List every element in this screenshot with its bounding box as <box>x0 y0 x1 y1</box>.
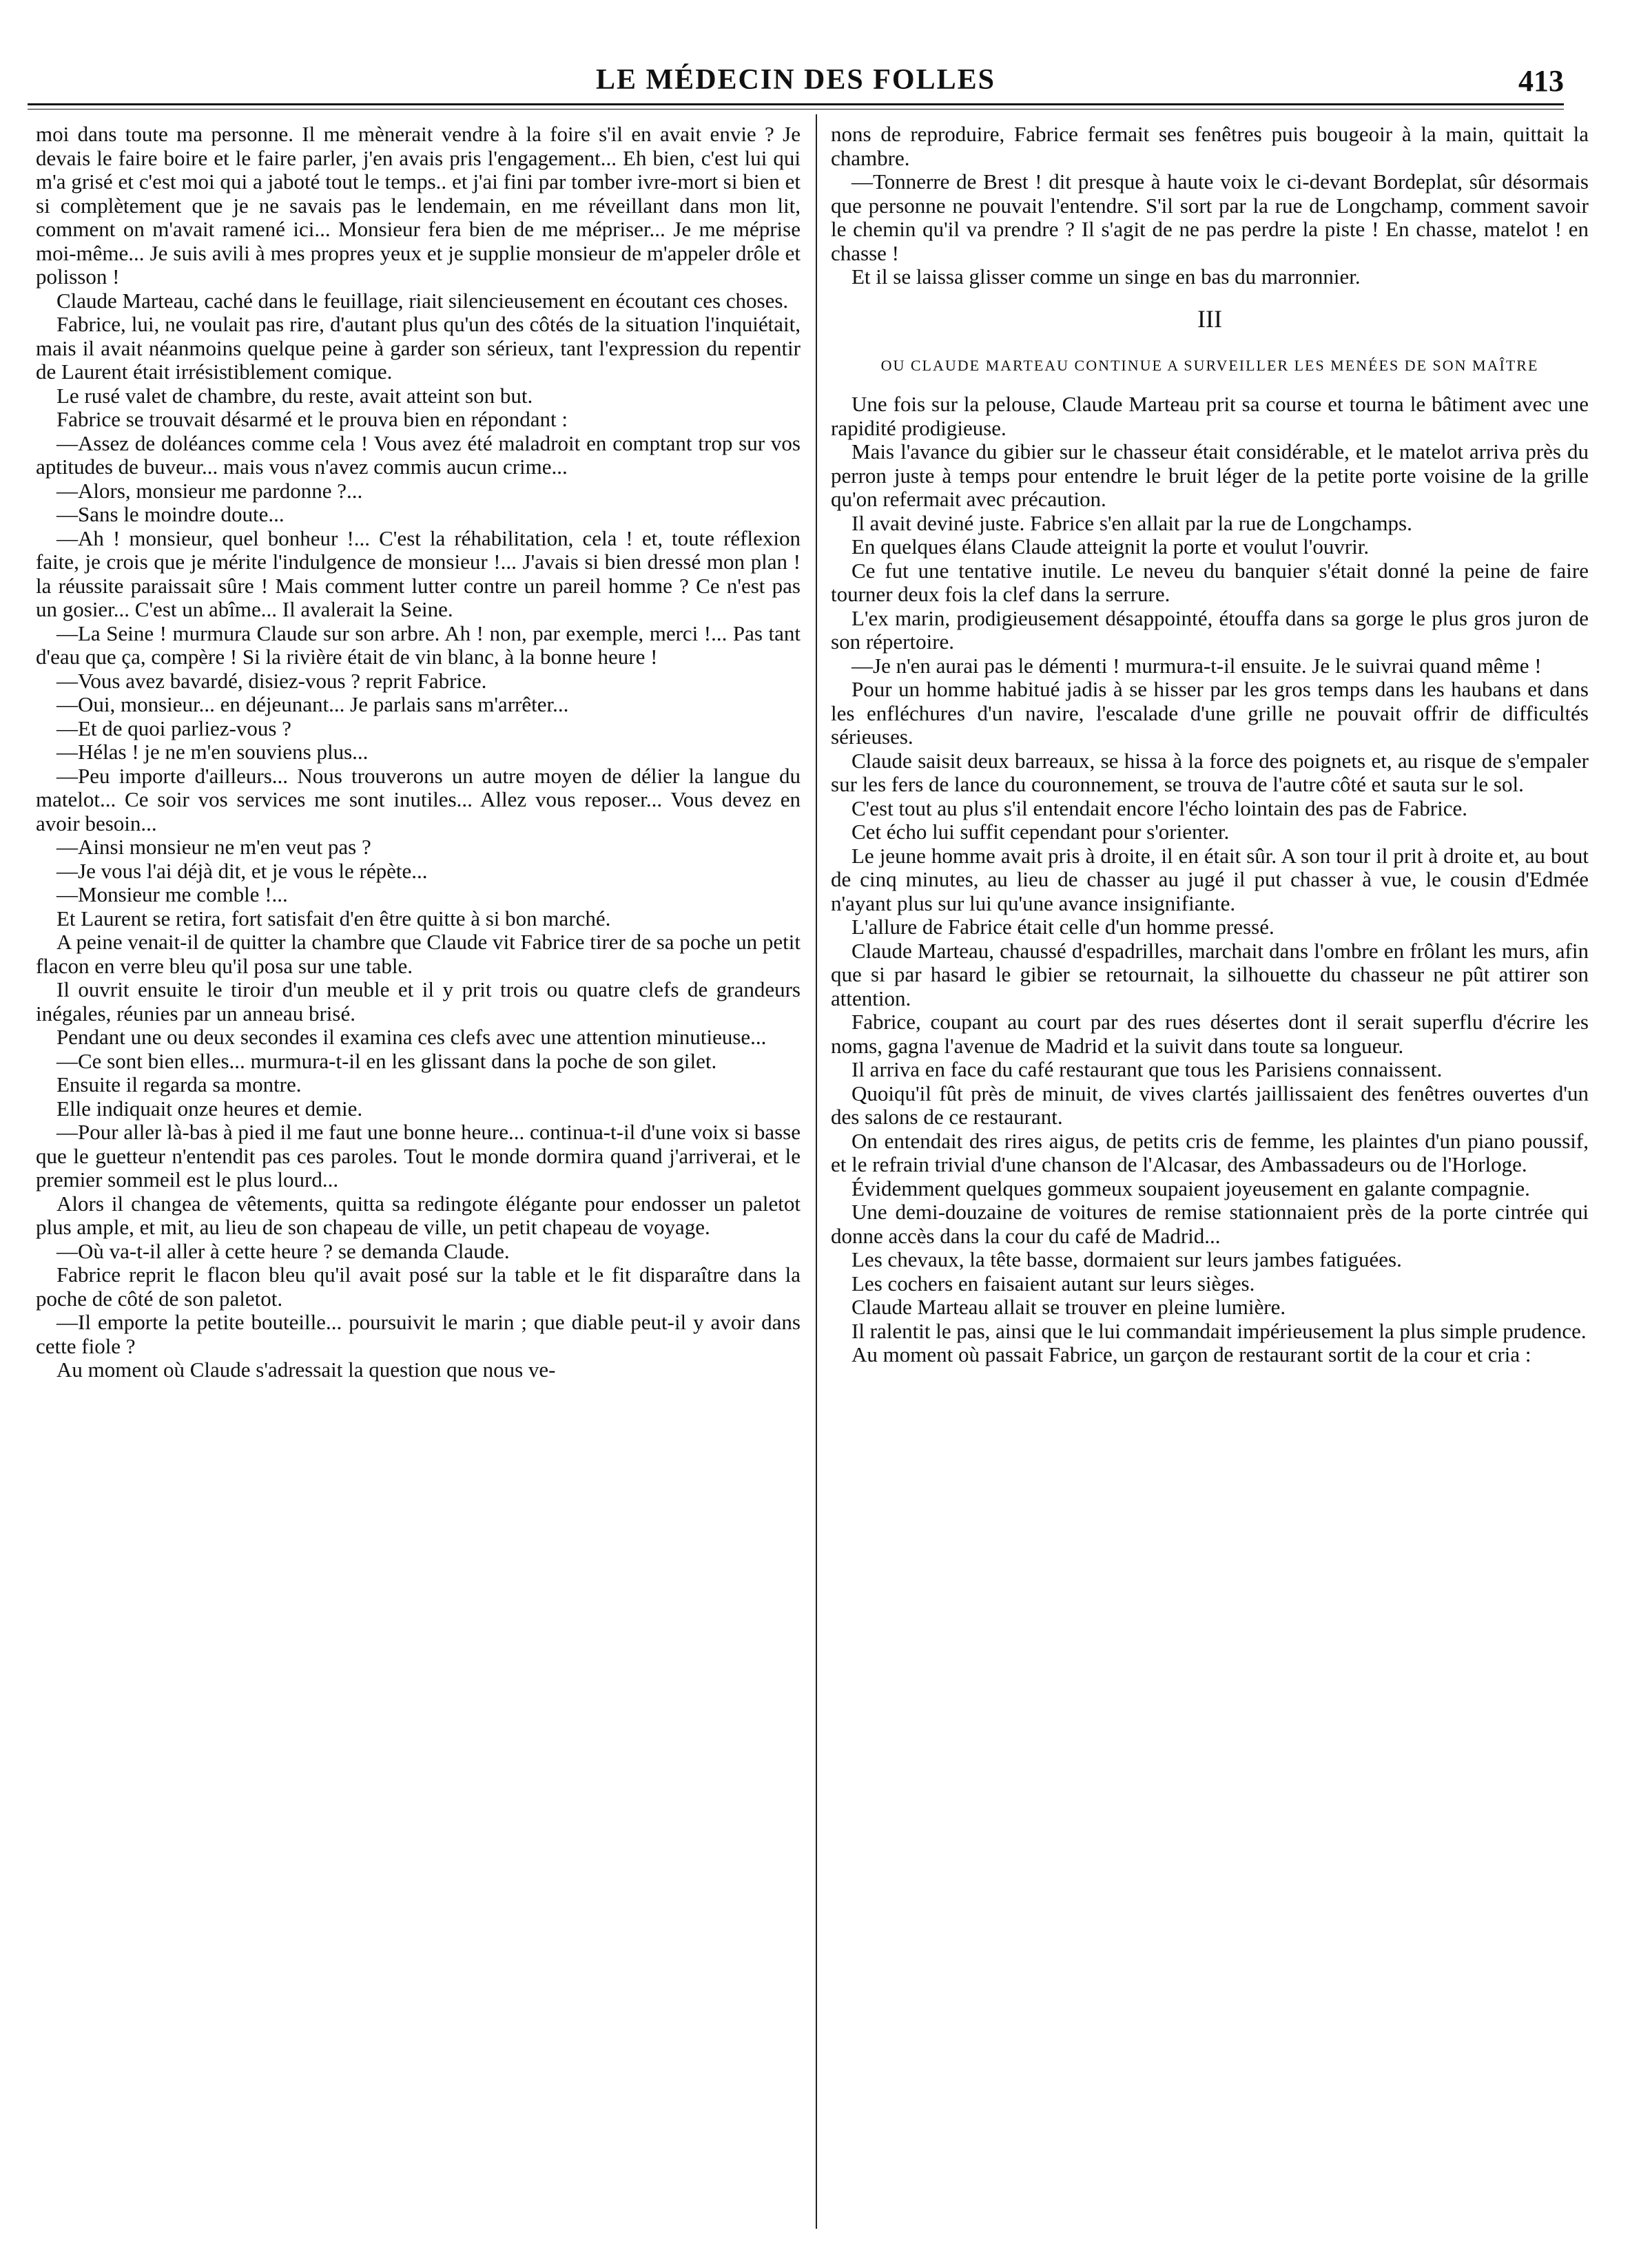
paragraph: —Je n'en aurai pas le démenti ! murmura-t-il ensuite. Je le suivrai quand même ! <box>852 653 1542 678</box>
paragraph: Alors il changea de vêtements, quitta sa redingote élégante pour endosser un paletot plus ample, et mit, au lieu de son chapeau de ville, un petit chapeau de voyage. <box>36 1191 801 1239</box>
paragraph: Et Laurent se retira, fort satisfait d'en être quitte à si bon marché. <box>56 906 611 930</box>
paragraph: Claude Marteau, caché dans le feuillage, riait silencieusement en écoutant ces choses. <box>56 288 789 313</box>
paragraph: —Où va-t-il aller à cette heure ? se demanda Claude. <box>56 1238 510 1263</box>
chapter-title: OU CLAUDE MARTEAU CONTINUE A SURVEILLER LES MENÉES DE SON MAÎTRE <box>880 357 1539 374</box>
paragraph: —Assez de doléances comme cela ! Vous avez été maladroit en comptant trop sur vos aptitudes de buveur... mais vous n'avez commis aucun crime... <box>36 430 801 479</box>
paragraph: A peine venait-il de quitter la chambre que Claude vit Fabrice tirer de sa poche un petit flacon en verre bleu qu'il posa sur une table. <box>36 930 801 978</box>
paragraph: Les chevaux, la tête basse, dormaient sur leurs jambes fatiguées. <box>852 1247 1402 1271</box>
paragraph: Les cochers en faisaient autant sur leurs sièges. <box>852 1271 1255 1296</box>
paragraph: —Pour aller là-bas à pied il me faut une bonne heure... continua-t-il d'une voix si basse que le guetteur n'entendit pas ces paroles. Tout le monde dormira quand j'arriverai, et le premier sommeil est le plus lourd... <box>36 1120 801 1192</box>
paragraph: Il ouvrit ensuite le tiroir d'un meuble et il y prit trois ou quatre clefs de grandeurs inégales, réunies par un anneau brisé. <box>36 977 801 1026</box>
right-column-after-chapter <box>831 393 1589 1367</box>
paragraph: —Tonnerre de Brest ! dit presque à haute voix le ci-devant Bordeplat, sûr désormais que personne ne pouvait l'entendre. S'il sort par la rue de Longchamp, comment savoir le chemin qu'il va prendre ? Il s'agit de ne pas perdre la piste ! En chasse, matelot ! en chasse ! <box>831 169 1589 265</box>
paragraph: Ce fut une tentative inutile. Le neveu du banquier s'était donné la peine de faire tourner deux fois la clef dans la serrure. <box>831 558 1589 606</box>
header-rule-thin <box>28 109 1564 110</box>
paragraph: —Ah ! monsieur, quel bonheur !... C'est la réhabilitation, cela ! et, toute réflexion faite, je crois que je mérite l'indulgence de monsieur !... J'avais si bien dressé mon plan ! la réussite paraissait sûre ! Mais comment lutter contre un pareil homme ? Ce n'est pas un gosier... C'est un abîme... Il avalerait la Seine. <box>36 526 801 621</box>
paragraph: Fabrice, coupant au court par des rues désertes dont il serait superflu d'écrire les noms, gagna l'avenue de Madrid et la suivit dans toute sa longueur. <box>831 1010 1589 1058</box>
paragraph: —Et de quoi parliez-vous ? <box>56 716 291 740</box>
paragraph: Le jeune homme avait pris à droite, il en était sûr. A son tour il prit à droite et, au bout de cinq minutes, au lieu de chasser au jugé il put chasser à vue, le cousin d'Edmée n'ayant plus sur lui qu'une avance insignifiante. <box>831 843 1589 915</box>
page-header <box>28 63 1564 105</box>
paragraph: C'est tout au plus s'il entendait encore l'écho lointain des pas de Fabrice. <box>852 795 1467 820</box>
paragraph: Pour un homme habitué jadis à se hisser par les gros temps dans les haubans et dans les enfléchures d'un navire, l'escalade d'une grille ne pouvait offrir de difficultés sérieuses. <box>831 677 1589 749</box>
paragraph: nons de reproduire, Fabrice fermait ses fenêtres puis bougeoir à la main, quittait la chambre. <box>831 122 1589 170</box>
paragraph: Quoiqu'il fût près de minuit, de vives clartés jaillissaient des fenêtres ouvertes d'un des salons de ce restaurant. <box>831 1081 1589 1129</box>
paragraph: —Hélas ! je ne m'en souviens plus... <box>56 740 369 764</box>
page-number: 413 <box>1518 64 1564 98</box>
right-column-before-chapter <box>831 123 1589 289</box>
paragraph: Le rusé valet de chambre, du reste, avait atteint son but. <box>56 383 533 408</box>
right-column <box>831 123 1589 1367</box>
paragraph: —Vous avez bavardé, disiez-vous ? reprit Fabrice. <box>56 668 487 693</box>
paragraph: Cet écho lui suffit cependant pour s'orienter. <box>852 820 1230 844</box>
paragraph: Il avait deviné juste. Fabrice s'en allait par la rue de Longchamps. <box>852 510 1412 535</box>
paragraph: Au moment où passait Fabrice, un garçon de restaurant sortit de la cour et cria : <box>852 1342 1531 1366</box>
paragraph: Il arriva en face du café restaurant que tous les Parisiens connaissent. <box>852 1057 1443 1081</box>
paragraph: Elle indiquait onze heures et demie. <box>56 1096 363 1121</box>
paragraph: Fabrice reprit le flacon bleu qu'il avait posé sur la table et le fit disparaître dans la poche de côté de son paletot. <box>36 1262 801 1311</box>
paragraph: Claude Marteau allait se trouver en pleine lumière. <box>852 1295 1286 1319</box>
paragraph: L'ex marin, prodigieusement désappointé, étouffa dans sa gorge le plus gros juron de son répertoire. <box>831 605 1589 654</box>
paragraph: —Oui, monsieur... en déjeunant... Je parlais sans m'arrêter... <box>56 692 569 716</box>
paragraph: —Je vous l'ai déjà dit, et je vous le répète... <box>56 858 428 883</box>
paragraph: Claude Marteau, chaussé d'espadrilles, marchait dans l'ombre en frôlant les murs, afin que si par hasard le gibier se retournait, la silhouette du chasseur ne pût attirer son attention. <box>831 938 1589 1010</box>
chapter-number: III <box>1197 304 1222 333</box>
left-column <box>36 123 801 1382</box>
paragraph: —Alors, monsieur me pardonne ?... <box>56 478 363 503</box>
paragraph: —Ce sont bien elles... murmura-t-il en les glissant dans la poche de son gilet. <box>56 1048 717 1073</box>
paragraph: Pendant une ou deux secondes il examina ces clefs avec une attention minutieuse... <box>56 1025 767 1049</box>
paragraph: —Sans le moindre doute... <box>56 502 285 526</box>
header-rule <box>28 103 1564 105</box>
paragraph: Une demi-douzaine de voitures de remise stationnaient près de la porte cintrée qui donne accès dans la cour du café de Madrid... <box>831 1200 1589 1248</box>
paragraph: L'allure de Fabrice était celle d'un homme pressé. <box>852 915 1274 939</box>
paragraph: —Ainsi monsieur ne m'en veut pas ? <box>56 835 371 859</box>
paragraph: Évidemment quelques gommeux soupaient joyeusement en galante compagnie. <box>852 1176 1530 1200</box>
running-title: LE MÉDECIN DES FOLLES <box>596 64 995 96</box>
column-divider <box>816 114 817 2229</box>
paragraph: Fabrice, lui, ne voulait pas rire, d'autant plus qu'un des côtés de la situation l'inquiétait, mais il avait néanmoins quelque peine à garder son sérieux, tant l'expression du repentir de Laurent était irrésistiblement comique. <box>36 312 801 384</box>
paragraph: On entendait des rires aigus, de petits cris de femme, les plaintes d'un piano poussif, et le refrain trivial d'une chanson de l'Alcasar, des Ambassadeurs ou de l'Horloge. <box>831 1128 1589 1176</box>
paragraph: —Peu importe d'ailleurs... Nous trouverons un autre moyen de délier la langue du matelot... Ce soir vos services me sont inutiles... Allez vous reposer... Vous devez en avoir besoin... <box>36 763 801 835</box>
paragraph: —Il emporte la petite bouteille... poursuivit le marin ; que diable peut-il y avoir dans cette fiole ? <box>36 1310 801 1358</box>
paragraph: —La Seine ! murmura Claude sur son arbre. Ah ! non, par exemple, merci !... Pas tant d'eau que ça, compère ! Si la rivière était de vin blanc, à la bonne heure ! <box>36 621 801 669</box>
paragraph: moi dans toute ma personne. Il me mènerait vendre à la foire s'il en avait envie ? Je devais le faire boire et le faire parler, j'en avais pris l'engagement... Eh bien, c'est lui qui m'a grisé et c'est moi qui a jaboté tout le temps.. et j'ai fini par tomber ivre-mort si bien et si complètement que je ne savais pas le lendemain, en me réveillant dans mon lit, comment on m'avait ramené ici... Monsieur fera bien de me mépriser... Je me méprise moi-même... Je suis avili à mes propres yeux et je supplie monsieur de m'appeler drôle et polisson ! <box>36 122 801 289</box>
paragraph: En quelques élans Claude atteignit la porte et voulut l'ouvrir. <box>852 534 1370 559</box>
paragraph: Claude saisit deux barreaux, se hissa à la force des poignets et, au risque de s'empaler sur les fers de lance du couronnement, se trouva de l'autre côté et sauta sur le sol. <box>831 748 1589 796</box>
paragraph: —Monsieur me comble !... <box>56 882 288 906</box>
paragraph: Une fois sur la pelouse, Claude Marteau prit sa course et tourna le bâtiment avec une rapidité prodigieuse. <box>831 392 1589 440</box>
paragraph: Fabrice se trouvait désarmé et le prouva bien en répondant : <box>56 407 568 431</box>
paragraph: Au moment où Claude s'adressait la question que nous ve- <box>56 1357 556 1382</box>
paragraph: Ensuite il regarda sa montre. <box>56 1072 302 1096</box>
paragraph: Mais l'avance du gibier sur le chasseur était considérable, et le matelot arriva près du perron juste à temps pour entendre le bruit léger de la petite porte voisine de la grille qu'on refermait avec précaution. <box>831 439 1589 511</box>
paragraph: Il ralentit le pas, ainsi que le lui commandait impérieusement la plus simple prudence. <box>852 1318 1587 1343</box>
paragraph: Et il se laissa glisser comme un singe en bas du marronnier. <box>852 264 1361 289</box>
